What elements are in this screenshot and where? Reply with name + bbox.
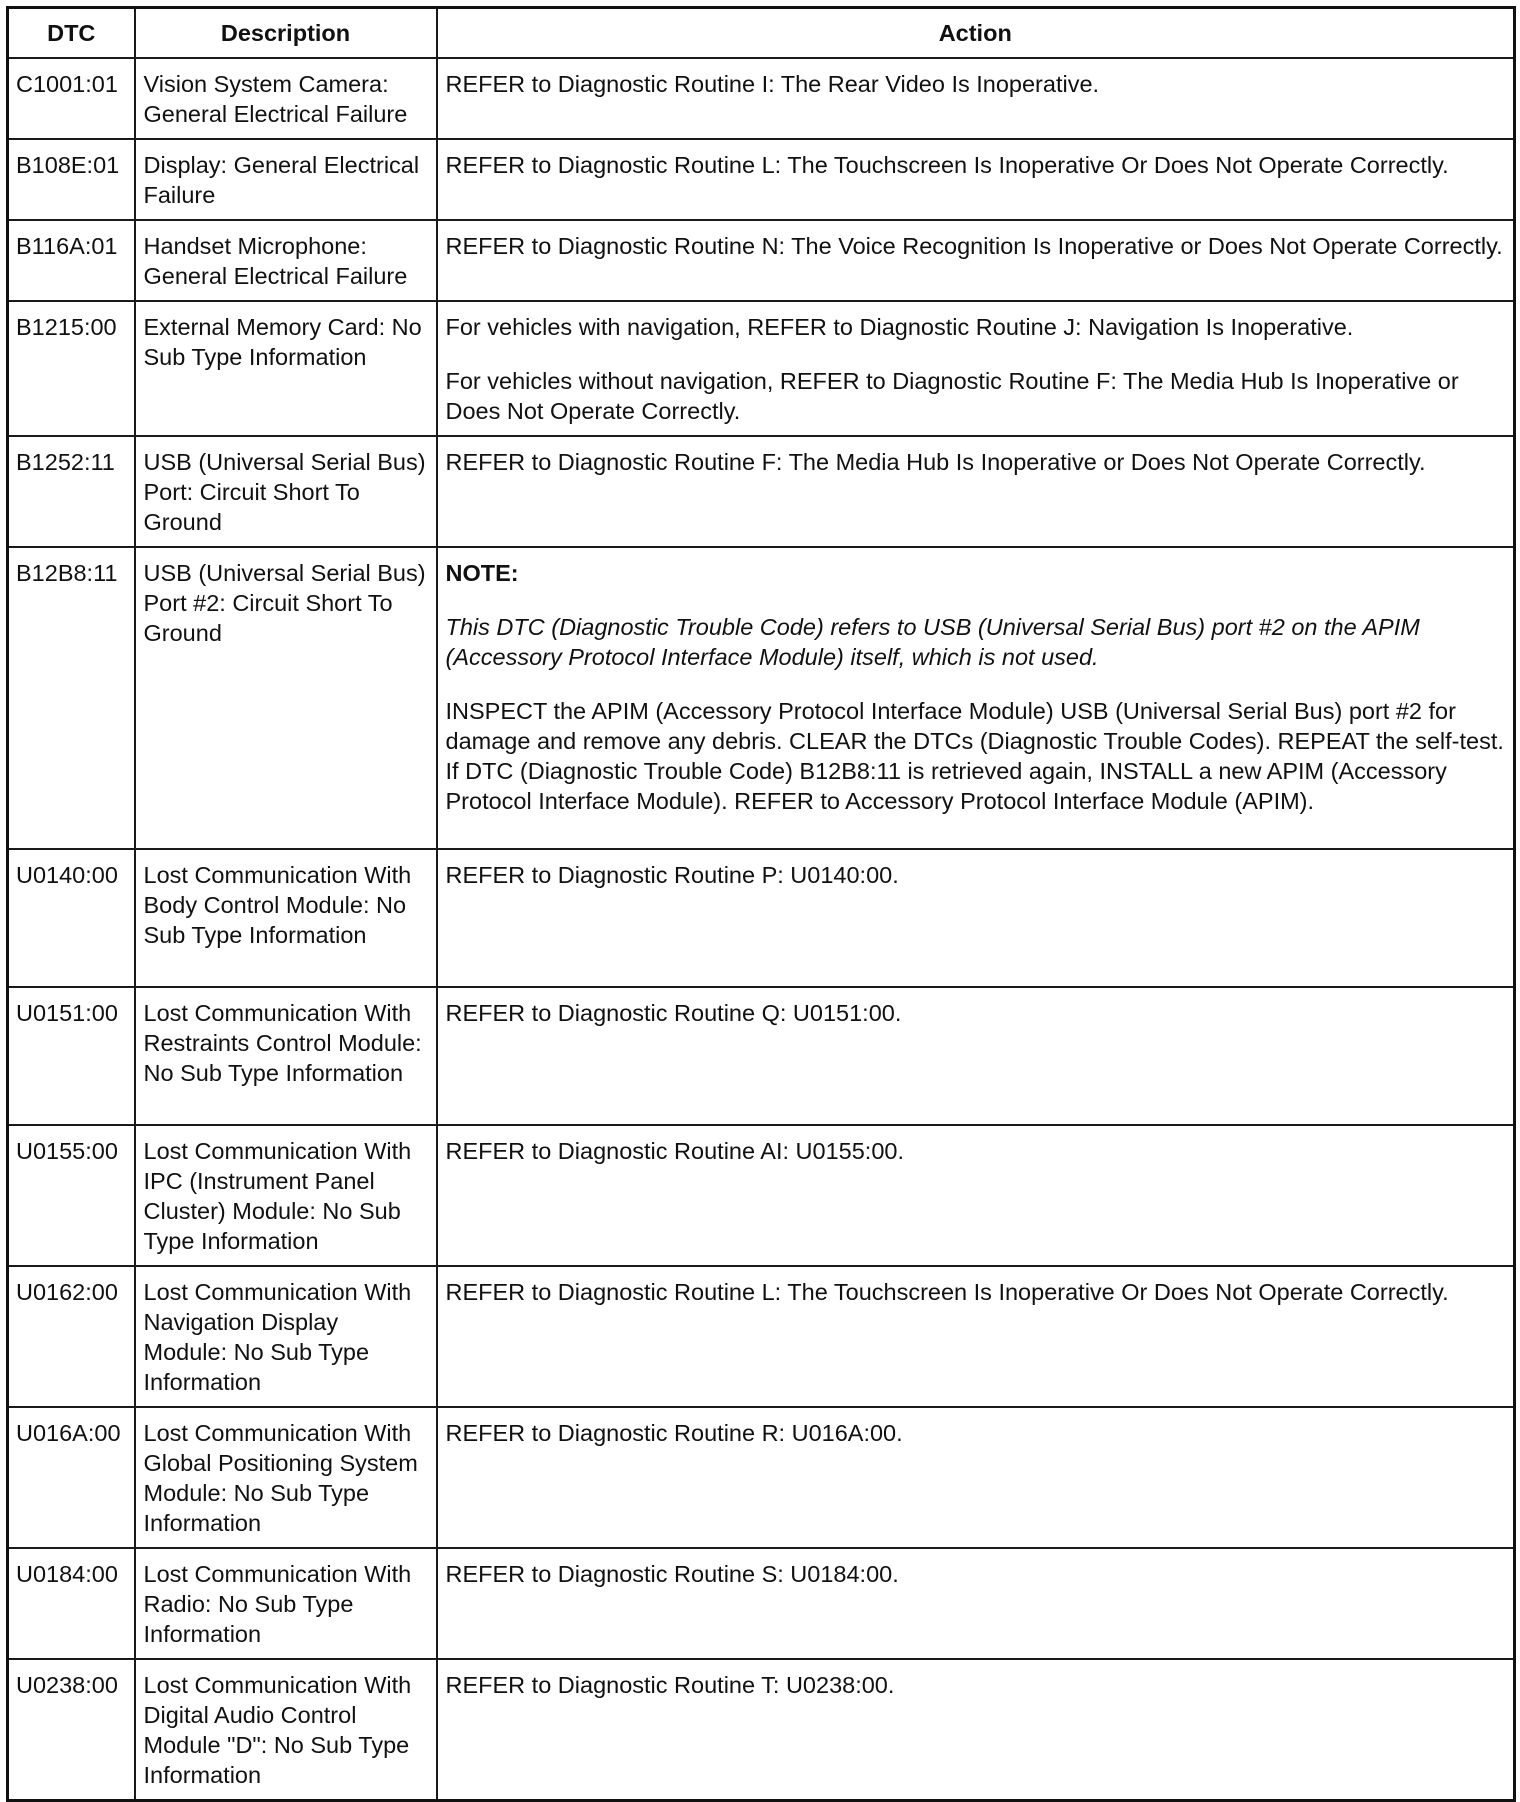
action-paragraph: REFER to Diagnostic Routine L: The Touchscreen Is Inoperative Or Does Not Operate Correctly. xyxy=(445,152,1449,178)
header-row xyxy=(8,8,1515,59)
dtc-action xyxy=(437,987,1515,1125)
action-paragraph: REFER to Diagnostic Routine F: The Media Hub Is Inoperative or Does Not Operate Correctly. xyxy=(445,449,1426,475)
dtc-code: B12B8:11 xyxy=(8,547,135,849)
dtc-action xyxy=(437,849,1515,987)
table-row xyxy=(8,547,1515,849)
dtc-description: Lost Communication With Global Positioning System Module: No Sub Type Information xyxy=(135,1407,437,1548)
note-label: NOTE: xyxy=(445,560,519,586)
dtc-code: U0162:00 xyxy=(8,1266,135,1407)
dtc-description: Lost Communication With Radio: No Sub Type Information xyxy=(135,1548,437,1659)
dtc-description: USB (Universal Serial Bus) Port: Circuit Short To Ground xyxy=(135,436,437,547)
dtc-description: Display: General Electrical Failure xyxy=(135,139,437,220)
action-paragraph: For vehicles with navigation, REFER to Diagnostic Routine J: Navigation Is Inoperative. xyxy=(445,314,1354,340)
table-row xyxy=(8,1266,1515,1407)
dtc-action xyxy=(437,58,1515,139)
dtc-action xyxy=(437,436,1515,547)
table-row xyxy=(8,1548,1515,1659)
header-action: Action xyxy=(437,8,1515,59)
action-paragraph: REFER to Diagnostic Routine L: The Touchscreen Is Inoperative Or Does Not Operate Correctly. xyxy=(445,1279,1449,1305)
table-row xyxy=(8,849,1515,987)
action-paragraph: For vehicles without navigation, REFER to Diagnostic Routine F: The Media Hub Is Inoperative or Does Not Operate Correctly. xyxy=(445,368,1459,424)
dtc-code: U0184:00 xyxy=(8,1548,135,1659)
dtc-description: Vision System Camera: General Electrical Failure xyxy=(135,58,437,139)
dtc-description: Lost Communication With IPC (Instrument Panel Cluster) Module: No Sub Type Information xyxy=(135,1125,437,1266)
dtc-code: U0155:00 xyxy=(8,1125,135,1266)
dtc-action xyxy=(437,1266,1515,1407)
table-row xyxy=(8,436,1515,547)
dtc-action xyxy=(437,220,1515,301)
dtc-action xyxy=(437,547,1515,849)
table-row xyxy=(8,139,1515,220)
action-paragraph: REFER to Diagnostic Routine R: U016A:00. xyxy=(445,1420,903,1446)
table-row xyxy=(8,1659,1515,1801)
dtc-description: Lost Communication With Restraints Control Module: No Sub Type Information xyxy=(135,987,437,1125)
table-row xyxy=(8,987,1515,1125)
dtc-action xyxy=(437,1548,1515,1659)
dtc-action xyxy=(437,301,1515,436)
table-row xyxy=(8,1407,1515,1548)
table-row xyxy=(8,220,1515,301)
dtc-action xyxy=(437,1659,1515,1801)
table-body xyxy=(8,58,1515,1801)
header-description: Description xyxy=(135,8,437,59)
dtc-code: U0238:00 xyxy=(8,1659,135,1801)
dtc-table xyxy=(6,6,1516,1802)
dtc-code: B1252:11 xyxy=(8,436,135,547)
table-row xyxy=(8,301,1515,436)
action-paragraph: REFER to Diagnostic Routine N: The Voice Recognition Is Inoperative or Does Not Operate Correctly. xyxy=(445,233,1503,259)
table-row xyxy=(8,1125,1515,1266)
dtc-code: U0151:00 xyxy=(8,987,135,1125)
header-dtc: DTC xyxy=(8,8,135,59)
dtc-code: B116A:01 xyxy=(8,220,135,301)
action-paragraph: INSPECT the APIM (Accessory Protocol Interface Module) USB (Universal Serial Bus) port #2 for damage and remove any debris. CLEAR the DTCs (Diagnostic Trouble Codes). REPEAT the self-test. If DTC (Diagnostic Trouble Code) B12B8:11 is retrieved again, INSTALL a new APIM (Accessory Protocol Interface Module). REFER to Accessory Protocol Interface Module (APIM). xyxy=(445,698,1504,814)
dtc-code: C1001:01 xyxy=(8,58,135,139)
dtc-description: External Memory Card: No Sub Type Information xyxy=(135,301,437,436)
action-paragraph: REFER to Diagnostic Routine Q: U0151:00. xyxy=(445,1000,902,1026)
dtc-description: Handset Microphone: General Electrical Failure xyxy=(135,220,437,301)
dtc-code: B108E:01 xyxy=(8,139,135,220)
dtc-code: B1215:00 xyxy=(8,301,135,436)
dtc-description: Lost Communication With Navigation Display Module: No Sub Type Information xyxy=(135,1266,437,1407)
table-row xyxy=(8,58,1515,139)
dtc-action xyxy=(437,139,1515,220)
action-paragraph: REFER to Diagnostic Routine I: The Rear Video Is Inoperative. xyxy=(445,71,1100,97)
note-text: This DTC (Diagnostic Trouble Code) refers to USB (Universal Serial Bus) port #2 on the APIM (Accessory Protocol Interface Module) itself, which is not used. xyxy=(445,614,1420,670)
dtc-action xyxy=(437,1125,1515,1266)
dtc-description: Lost Communication With Digital Audio Control Module "D": No Sub Type Information xyxy=(135,1659,437,1801)
dtc-description: USB (Universal Serial Bus) Port #2: Circuit Short To Ground xyxy=(135,547,437,849)
action-paragraph: REFER to Diagnostic Routine S: U0184:00. xyxy=(445,1561,899,1587)
action-paragraph: REFER to Diagnostic Routine T: U0238:00. xyxy=(445,1672,895,1698)
dtc-description: Lost Communication With Body Control Module: No Sub Type Information xyxy=(135,849,437,987)
dtc-code: U0140:00 xyxy=(8,849,135,987)
action-paragraph: REFER to Diagnostic Routine AI: U0155:00. xyxy=(445,1138,904,1164)
action-paragraph: REFER to Diagnostic Routine P: U0140:00. xyxy=(445,862,899,888)
dtc-action xyxy=(437,1407,1515,1548)
dtc-code: U016A:00 xyxy=(8,1407,135,1548)
